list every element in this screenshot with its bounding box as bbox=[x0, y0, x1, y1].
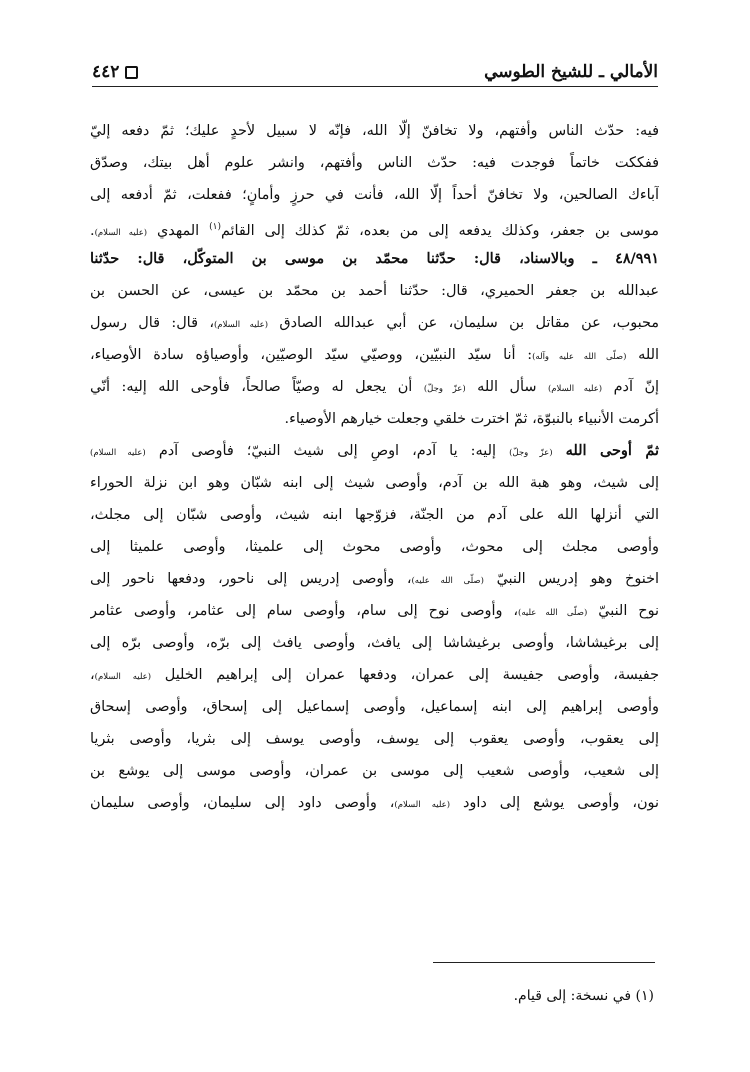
line-text: فيه: حدّث الناس وأفتهم، ولا تخافنّ إلّا الله، فإنّه لا سبيل لأحدٍ عليك؛ ثمّ دفعه إليّ bbox=[90, 123, 659, 139]
line-text: وأوصى مجلث إلى محوث، وأوصى محوث إلى علميثا، وأوصى علميثا إلى bbox=[90, 539, 659, 555]
text-line-2 bbox=[90, 147, 659, 179]
text-line-11 bbox=[90, 435, 659, 467]
line-text: عبدالله بن جعفر الحميري، قال: حدّثنا أحمد بن محمّد بن عيسى، عن الحسن بن bbox=[90, 283, 659, 299]
line-text: الله bbox=[638, 347, 659, 363]
line-text: إنّ آدم bbox=[613, 379, 659, 395]
line-text: التي أنزلها الله على آدم من الجنّة، فزوّجها ابنه شيث، وأوصى شبّان إلى مجلث، bbox=[90, 507, 659, 523]
text-line-3 bbox=[90, 179, 659, 211]
line-text: ، bbox=[90, 667, 95, 683]
line-text: ففككت خاتماً فوجدت فيه: حدّث الناس وأفتهم، وانشر علوم أهل بيتك، وصدّق bbox=[90, 155, 659, 171]
text-line-20 bbox=[90, 723, 659, 755]
header-title: الأمالي ـ للشيخ الطوسي bbox=[484, 62, 658, 82]
honorific: (عليه السلام) bbox=[213, 320, 269, 330]
text-line-9 bbox=[90, 371, 659, 403]
text-line-18 bbox=[90, 659, 659, 691]
line-text: أكرمت الأنبياء بالنبوّة، ثمّ اخترت خلقي وجعلت خيارهم الأوصياء. bbox=[284, 411, 659, 427]
line-text: ، قال: قال رسول bbox=[90, 315, 214, 331]
text-line-7 bbox=[90, 307, 659, 339]
honorific: (صلّى الله عليه) bbox=[518, 608, 588, 618]
line-text: ، وأوصى إدريس إلى ناحور، ودفعها ناحور إلى bbox=[90, 571, 412, 587]
honorific: (عليه السلام) bbox=[90, 448, 146, 458]
line-text: آباءك الصالحين، ولا تخافنّ أحداً إلّا الله، فأنت في حرزٍ وأمانٍ؛ ففعلت، ثمّ أدفعه إلى bbox=[90, 187, 659, 203]
line-text: ثمّ أوحى الله bbox=[565, 442, 659, 459]
honorific: (صلّى الله عليه) bbox=[411, 576, 484, 586]
footnote: (١) في نسخة: إلى قيام. bbox=[513, 988, 654, 1004]
honorific: (عزّ وجلّ) bbox=[423, 384, 466, 394]
text-line-17 bbox=[90, 627, 659, 659]
text-line-12 bbox=[90, 467, 659, 499]
honorific: (عليه السلام) bbox=[394, 800, 451, 810]
text-line-15 bbox=[90, 563, 659, 595]
text-line-22 bbox=[90, 787, 659, 819]
text-line-1 bbox=[90, 115, 659, 147]
header-divider bbox=[92, 86, 658, 87]
line-text: موسى بن جعفر، وكذلك يدفعه إلى من بعده، ثمّ كذلك إلى القائم bbox=[220, 222, 659, 239]
honorific: (عليه السلام) bbox=[94, 227, 148, 238]
page-number-group bbox=[92, 62, 138, 82]
line-text: جفيسة، وأوصى جفيسة إلى عمران، ودفعها عمران إلى إبراهيم الخليل bbox=[164, 667, 659, 683]
line-text: أن يجعل له وصيّاً صالحاً، فأوحى الله إليه: أنّي bbox=[90, 379, 413, 395]
honorific: (صلّى الله عليه وآله) bbox=[532, 352, 627, 362]
hadith-heading: ٤٨/٩٩١ ـ وبالاسناد، قال: حدّثنا محمّد بن موسى بن المتوكّل، قال: حدّثنا bbox=[90, 250, 659, 267]
line-text: وأوصى إبراهيم إلى ابنه إسماعيل، وأوصى إسماعيل إلى إسحاق، وأوصى إسحاق bbox=[90, 699, 659, 715]
line-text: إلى شيث، وهو هبة الله بن آدم، وأوصى شيث إلى ابنه شبّان وهو ابن نزلة الحوراء bbox=[90, 475, 659, 491]
line-text: المهدي bbox=[157, 222, 200, 239]
line-text: نون، وأوصى يوشع إلى داود bbox=[463, 795, 659, 811]
text-line-13 bbox=[90, 499, 659, 531]
footnote-divider bbox=[433, 962, 655, 963]
text-line-5 bbox=[90, 243, 659, 275]
line-text: ، وأوصى نوح إلى سام، وأوصى سام إلى عثامر، وأوصى عثامر bbox=[90, 603, 519, 619]
line-text: : أنا سيّد النبيّين، ووصيّي سيّد الوصيّين، وأوصياؤه سادة الأوصياء، bbox=[90, 347, 533, 363]
square-box-icon bbox=[125, 66, 138, 79]
text-line-21 bbox=[90, 755, 659, 787]
line-text: نوح النبيّ bbox=[598, 603, 659, 619]
text-line-19 bbox=[90, 691, 659, 723]
line-text: إلى يعقوب، وأوصى يعقوب إلى يوسف، وأوصى يوسف إلى بثريا، وأوصى بثريا bbox=[90, 731, 659, 747]
text-line-10 bbox=[90, 403, 659, 435]
text-line-16 bbox=[90, 595, 659, 627]
line-text: محبوب، عن مقاتل بن سليمان، عن أبي عبدالله الصادق bbox=[279, 315, 659, 331]
line-text: اخنوخ وهو إدريس النبيّ bbox=[496, 571, 659, 587]
page-number: ٤٤٢ bbox=[92, 62, 120, 82]
text-line-8 bbox=[90, 339, 659, 371]
line-text: إلى شعيب، وأوصى شعيب إلى موسى بن عمران، وأوصى موسى إلى يوشع بن bbox=[90, 763, 659, 779]
footnote-marker: (١) bbox=[209, 222, 221, 232]
honorific: (عزّ وجلّ) bbox=[509, 448, 553, 458]
text-line-4: موسى بن جعفر، وكذلك يدفعه إلى من بعده، ثمّ كذلك إلى القائم$^{(١)}$ المهدي (عليه السلام). bbox=[90, 222, 659, 239]
line-text: إلى برغيشاشا، وأوصى برغيشاشا إلى يافث، وأوصى يافث إلى برّه، وأوصى برّه إلى bbox=[90, 635, 659, 651]
line-text: ، وأوصى داود إلى سليمان، وأوصى سليمان bbox=[90, 795, 395, 811]
text-line-14 bbox=[90, 531, 659, 563]
main-text bbox=[90, 115, 659, 819]
line-text: سأل الله bbox=[477, 379, 537, 395]
honorific: (عليه السلام) bbox=[94, 672, 152, 682]
text-line-6 bbox=[90, 275, 659, 307]
honorific: (عليه السلام) bbox=[547, 384, 603, 394]
line-text: إليه: يا آدم، اوصِ إلى شيث النبيّ؛ فأوصى آدم bbox=[158, 443, 496, 459]
